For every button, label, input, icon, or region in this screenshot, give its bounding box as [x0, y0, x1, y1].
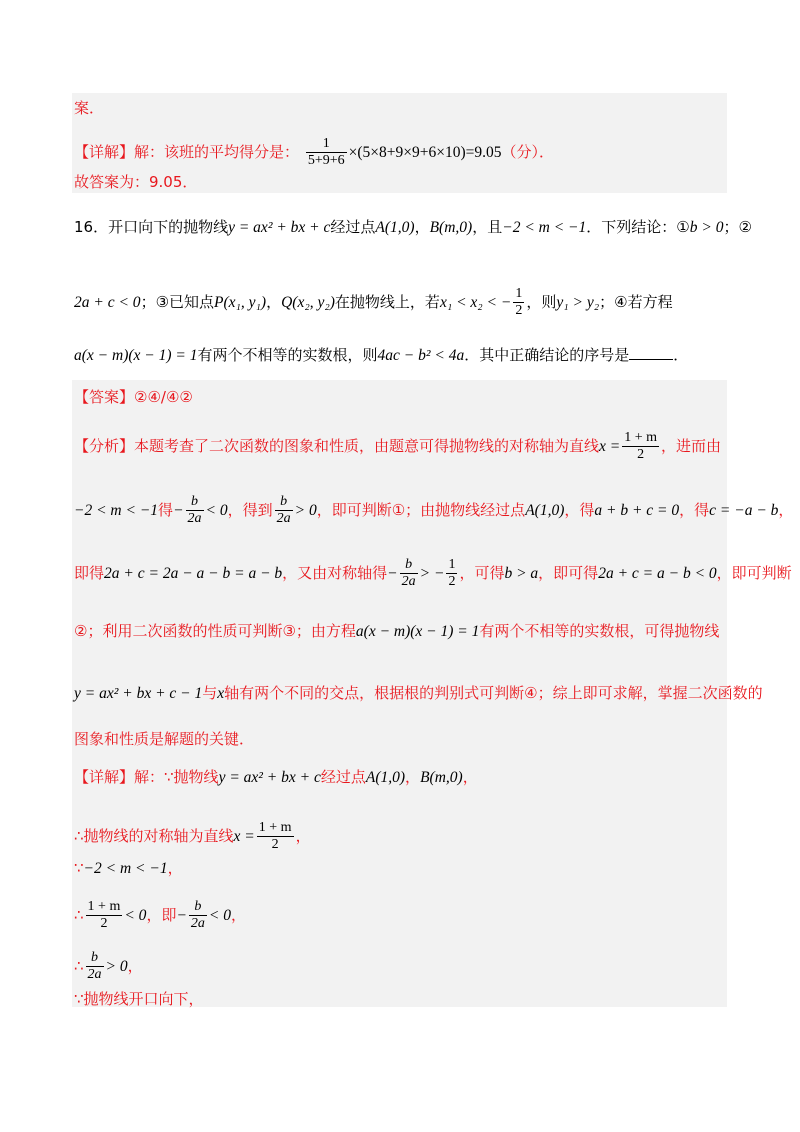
answer-tag: 【答案】 — [74, 388, 135, 406]
analysis-line-4: ②；利用二次函数的性质可判断③；由方程a(x − m)(x − 1) = 1有两个不相等的实数根，可得抛物线 — [74, 622, 720, 640]
fraction-b-2a: $\frac{b}{2a}$ — [187, 494, 202, 526]
axis-fraction: $\frac{1 + m}{2}$ — [87, 899, 121, 931]
analysis-line-1: 【分析】本题考查了二次函数的图象和性质，由题意可得抛物线的对称轴为直线x = $\frac{1 + m}{2}$ ，进而由 — [74, 430, 722, 462]
analysis-line-5: y = ax² + bx + c − 1与x轴有两个不同的交点，根据根的判别式可判断④；综上即可求解，掌握二次函数的 — [74, 684, 763, 702]
detail-tag: 【详解】 — [74, 768, 135, 786]
answer-value: ②④/④② — [134, 388, 193, 406]
detail-line-4: ∴ $\frac{1 + m}{2}$ < 0，即− $\frac{b}{2a}$ < 0， — [74, 899, 247, 931]
fraction-b-2a: $\frac{b}{2a}$ — [190, 899, 205, 931]
analysis-tag: 【分析】 — [74, 437, 135, 455]
question-line-1: 16．开口向下的抛物线y = ax² + bx + c经过点A(1,0)，B(m,0)，且−2 < m < −1．下列结论：①b > 0；② — [74, 218, 752, 236]
detail-line-6: ∵抛物线开口向下， — [74, 990, 204, 1008]
axis-fraction: $\frac{1 + m}{2}$ — [624, 430, 658, 462]
half-fraction: $\frac{1}{2}$ — [515, 286, 523, 318]
fraction-b-2a: $\frac{b}{2a}$ — [87, 950, 102, 982]
fraction-b-2a: $\frac{b}{2a}$ — [401, 557, 416, 589]
answer-blank[interactable] — [629, 347, 673, 360]
fraction-b-2a: $\frac{b}{2a}$ — [276, 494, 291, 526]
detail-line-2: ∴抛物线的对称轴为直线x = $\frac{1 + m}{2}$ ， — [74, 820, 311, 852]
analysis-line-2: −2 < m < −1得− $\frac{b}{2a}$ < 0，得到 $\frac{b}{2a}$ > 0，即可判断①；由抛物线经过点A(1,0)，得a + b + c = 0，得c = −a − b， — [74, 494, 794, 526]
question-line-2: 2a + c < 0；③已知点P(x₁, y₁)，Q(x₂, y₂)在抛物线上，若x₁ < x₂ < − $\frac{1}{2}$ ，则y₁ > y₂；④若方程 — [74, 286, 673, 318]
half-fraction: $\frac{1}{2}$ — [448, 557, 456, 589]
prev-detail-line: 【详解】解：该班的平均得分是： $\frac{1}{5+9+6}$ ×(5×8+9×9+6×10)=9.05（分）． — [74, 136, 555, 168]
detail-tag: 【详解】 — [74, 143, 135, 161]
analysis-line-6: 图象和性质是解题的关键． — [74, 730, 255, 748]
detail-line-1: 【详解】解：∵抛物线y = ax² + bx + c经过点A(1,0)，B(m,0)， — [74, 768, 478, 786]
axis-fraction: $\frac{1 + m}{2}$ — [258, 820, 292, 852]
prev-answer-line: 故答案为：9.05． — [74, 173, 198, 191]
average-fraction: $\frac{1}{5+9+6}$ — [307, 136, 345, 168]
prev-answer-tail: 案． — [74, 99, 105, 117]
analysis-line-3: 即得2a + c = 2a − a − b = a − b，又由对称轴得− $\frac{b}{2a}$ > − $\frac{1}{2}$ ，可得b > a，即可得2a + c = a − b < 0，即可判断 — [74, 557, 792, 589]
detail-line-5: ∴ $\frac{b}{2a}$ > 0， — [74, 950, 143, 982]
answer-line — [74, 387, 193, 407]
question-line-3: a(x − m)(x − 1) = 1有两个不相等的实数根，则4ac − b² < 4a．其中正确结论的序号是 ． — [74, 346, 689, 364]
detail-line-3: ∵−2 < m < −1， — [74, 859, 183, 877]
